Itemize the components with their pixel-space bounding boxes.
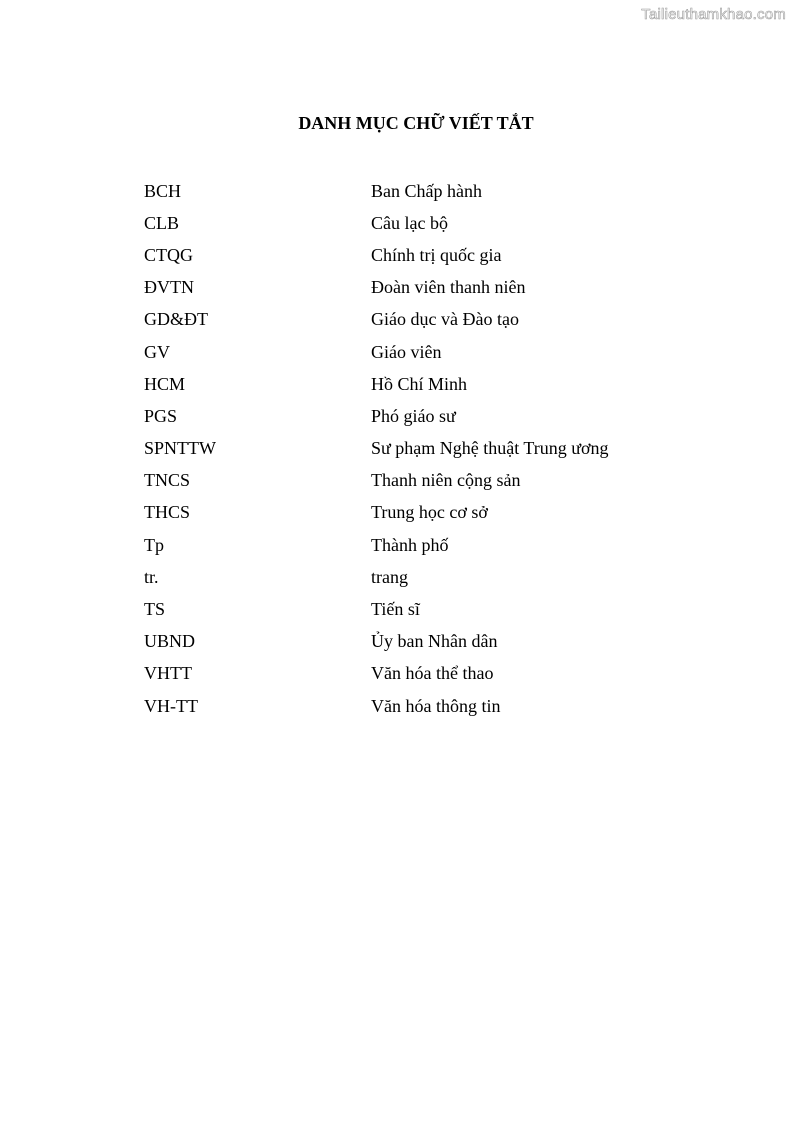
- abbreviation-list: [144, 175, 609, 722]
- abbreviation-definition: Chính trị quốc gia: [371, 244, 502, 265]
- page-title: DANH MỤC CHỮ VIẾT TẮT: [298, 113, 534, 133]
- abbreviation-definition: Văn hóa thông tin: [371, 695, 501, 716]
- abbreviation-definition: Giáo viên: [371, 341, 442, 362]
- abbreviation-term: GV: [144, 341, 170, 362]
- abbreviation-row: [144, 529, 609, 561]
- abbreviation-definition: Trung học cơ sở: [371, 502, 488, 523]
- watermark: Tailieuthamkhao.com: [641, 6, 786, 23]
- abbreviation-row: [144, 304, 609, 336]
- abbreviation-term: Tp: [144, 534, 164, 555]
- abbreviation-row: [144, 400, 609, 432]
- abbreviation-definition: Đoàn viên thanh niên: [371, 277, 526, 298]
- abbreviation-row: [144, 465, 609, 497]
- abbreviation-definition: Sư phạm Nghệ thuật Trung ương: [371, 438, 609, 459]
- abbreviation-row: [144, 272, 609, 304]
- abbreviation-row: [144, 175, 609, 207]
- abbreviation-definition: Văn hóa thể thao: [371, 663, 494, 684]
- abbreviation-term: CTQG: [144, 244, 193, 265]
- abbreviation-term: tr.: [144, 566, 159, 587]
- abbreviation-definition: Hồ Chí Minh: [371, 373, 468, 394]
- abbreviation-row: [144, 433, 609, 465]
- abbreviation-term: TS: [144, 599, 166, 620]
- abbreviation-row: [144, 497, 609, 529]
- abbreviation-term: CLB: [144, 212, 180, 233]
- abbreviation-row: [144, 207, 609, 239]
- abbreviation-term: HCM: [144, 373, 186, 394]
- abbreviation-definition: Ban Chấp hành: [371, 180, 482, 201]
- abbreviation-term: VH-TT: [144, 695, 198, 716]
- abbreviation-definition: Tiến sĩ: [371, 599, 420, 620]
- abbreviation-row: [144, 626, 609, 658]
- abbreviation-term: GD&ĐT: [144, 309, 208, 330]
- abbreviation-row: [144, 561, 609, 593]
- abbreviation-definition: Phó giáo sư: [371, 405, 456, 426]
- abbreviation-term: UBND: [144, 631, 196, 652]
- abbreviation-definition: Ủy ban Nhân dân: [371, 631, 498, 652]
- abbreviation-row: [144, 658, 609, 690]
- abbreviation-term: ĐVTN: [144, 277, 194, 298]
- abbreviation-term: SPNTTW: [144, 438, 216, 459]
- abbreviation-definition: trang: [371, 566, 408, 587]
- abbreviation-row: [144, 239, 609, 271]
- abbreviation-row: [144, 690, 609, 722]
- abbreviation-term: BCH: [144, 180, 182, 201]
- abbreviation-definition: Câu lạc bộ: [371, 212, 448, 233]
- abbreviation-row: [144, 368, 609, 400]
- abbreviation-term: PGS: [144, 405, 178, 426]
- abbreviation-term: THCS: [144, 502, 191, 523]
- abbreviation-row: [144, 336, 609, 368]
- abbreviation-definition: Thành phố: [371, 534, 449, 555]
- abbreviation-row: [144, 593, 609, 625]
- abbreviation-definition: Thanh niên cộng sản: [371, 470, 521, 491]
- abbreviation-term: TNCS: [144, 470, 191, 491]
- abbreviation-term: VHTT: [144, 663, 192, 684]
- abbreviation-definition: Giáo dục và Đào tạo: [371, 309, 519, 330]
